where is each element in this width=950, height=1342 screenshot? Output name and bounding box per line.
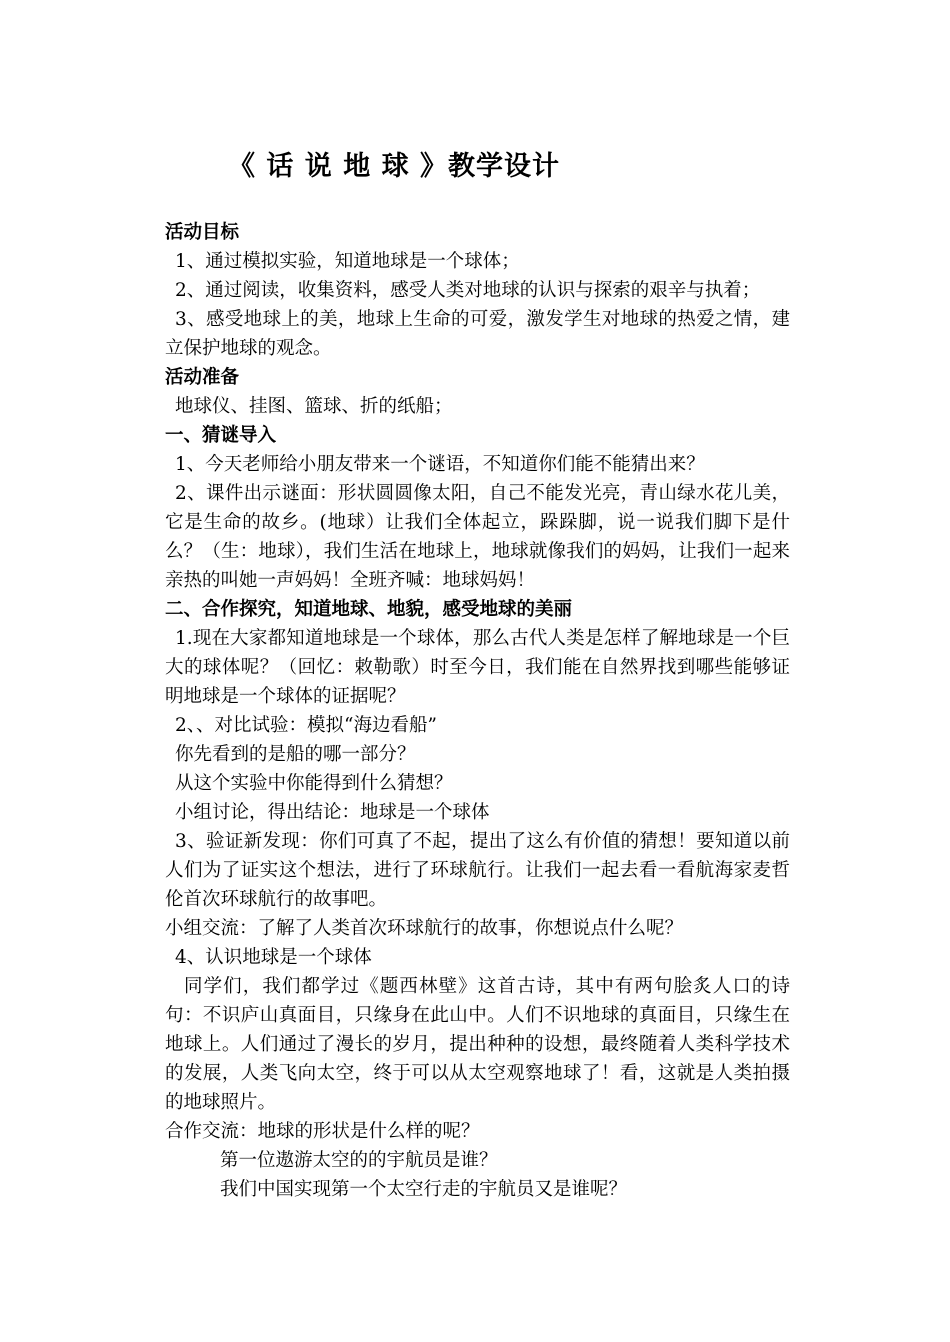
paragraph-part2-12: 我们中国实现第一个太空行走的宇航员又是谁呢？ bbox=[220, 1179, 628, 1200]
paragraph-part2-5: 小组讨论，得出结论：地球是一个球体 bbox=[175, 802, 490, 823]
paragraph-part2-3: 你先看到的是船的哪一部分？ bbox=[175, 744, 416, 765]
paragraph-part2-11: 第一位遨游太空的的宇航员是谁？ bbox=[220, 1150, 498, 1171]
section-heading-part-2: 二、合作探究，知道地球、地貌，感受地球的美丽 bbox=[165, 599, 573, 620]
paragraph-part1-1: 1、今天老师给小朋友带来一个谜语，不知道你们能不能猜出来？ bbox=[175, 454, 705, 475]
paragraph-goal-2: 2、通过阅读，收集资料，感受人类对地球的认识与探索的艰辛与执着； bbox=[175, 280, 761, 301]
document-title: 《 话 说 地 球 》教学设计 bbox=[228, 151, 560, 182]
section-heading-preparation: 活动准备 bbox=[165, 367, 240, 388]
paragraph-part2-10: 合作交流：地球的形状是什么样的呢？ bbox=[165, 1121, 480, 1142]
document-body bbox=[165, 218, 790, 1204]
section-heading-part-1: 一、猜谜导入 bbox=[165, 425, 277, 446]
paragraph-goal-3: 3、感受地球上的美，地球上生命的可爱，激发学生对地球的热爱之情，建立保护地球的观念。 bbox=[165, 309, 790, 359]
paragraph-goal-1: 1、通过模拟实验，知道地球是一个球体； bbox=[175, 251, 520, 272]
section-heading-goals: 活动目标 bbox=[165, 222, 240, 243]
paragraph-part2-4: 从这个实验中你能得到什么猜想？ bbox=[175, 773, 453, 794]
paragraph-part1-2: 2、课件出示谜面：形状圆圆像太阳，自己不能发光亮，青山绿水花儿美，它是生命的故乡。(地球）让我们全体起立，跺跺脚，说一说我们脚下是什么？（生：地球），我们生活在地球上，地球就像我们的妈妈，让我们一起来亲热的叫她一声妈妈！全班齐喊：地球妈妈！ bbox=[165, 483, 790, 591]
paragraph-part2-9: 同学们，我们都学过《题西林壁》这首古诗，其中有两句脍炙人口的诗句：不识庐山真面目，只缘身在此山中。人们不识地球的真面目，只缘生在地球上。人们通过了漫长的岁月，提出种种的设想，最终随着人类科学技术的发展，人类飞向太空，终于可以从太空观察地球了！看，这就是人类拍摄的地球照片。 bbox=[165, 976, 790, 1113]
paragraph-part2-1: 1.现在大家都知道地球是一个球体，那么古代人类是怎样了解地球是一个巨大的球体呢？（回忆：敕勒歌）时至今日，我们能在自然界找到哪些能够证明地球是一个球体的证据呢？ bbox=[165, 628, 790, 707]
paragraph-part2-8: 4、认识地球是一个球体 bbox=[175, 947, 372, 968]
paragraph-part2-7: 小组交流：了解了人类首次环球航行的故事，你想说点什么呢？ bbox=[165, 918, 684, 939]
paragraph-part2-6: 3、验证新发现：你们可真了不起，提出了这么有价值的猜想！要知道以前人们为了证实这个想法，进行了环球航行。让我们一起去看一看航海家麦哲伦首次环球航行的故事吧。 bbox=[165, 831, 790, 910]
paragraph-part2-2: 2、、对比试验：模拟“海边看船” bbox=[175, 715, 437, 736]
paragraph-preparation-items: 地球仪、挂图、篮球、折的纸船； bbox=[175, 396, 453, 417]
